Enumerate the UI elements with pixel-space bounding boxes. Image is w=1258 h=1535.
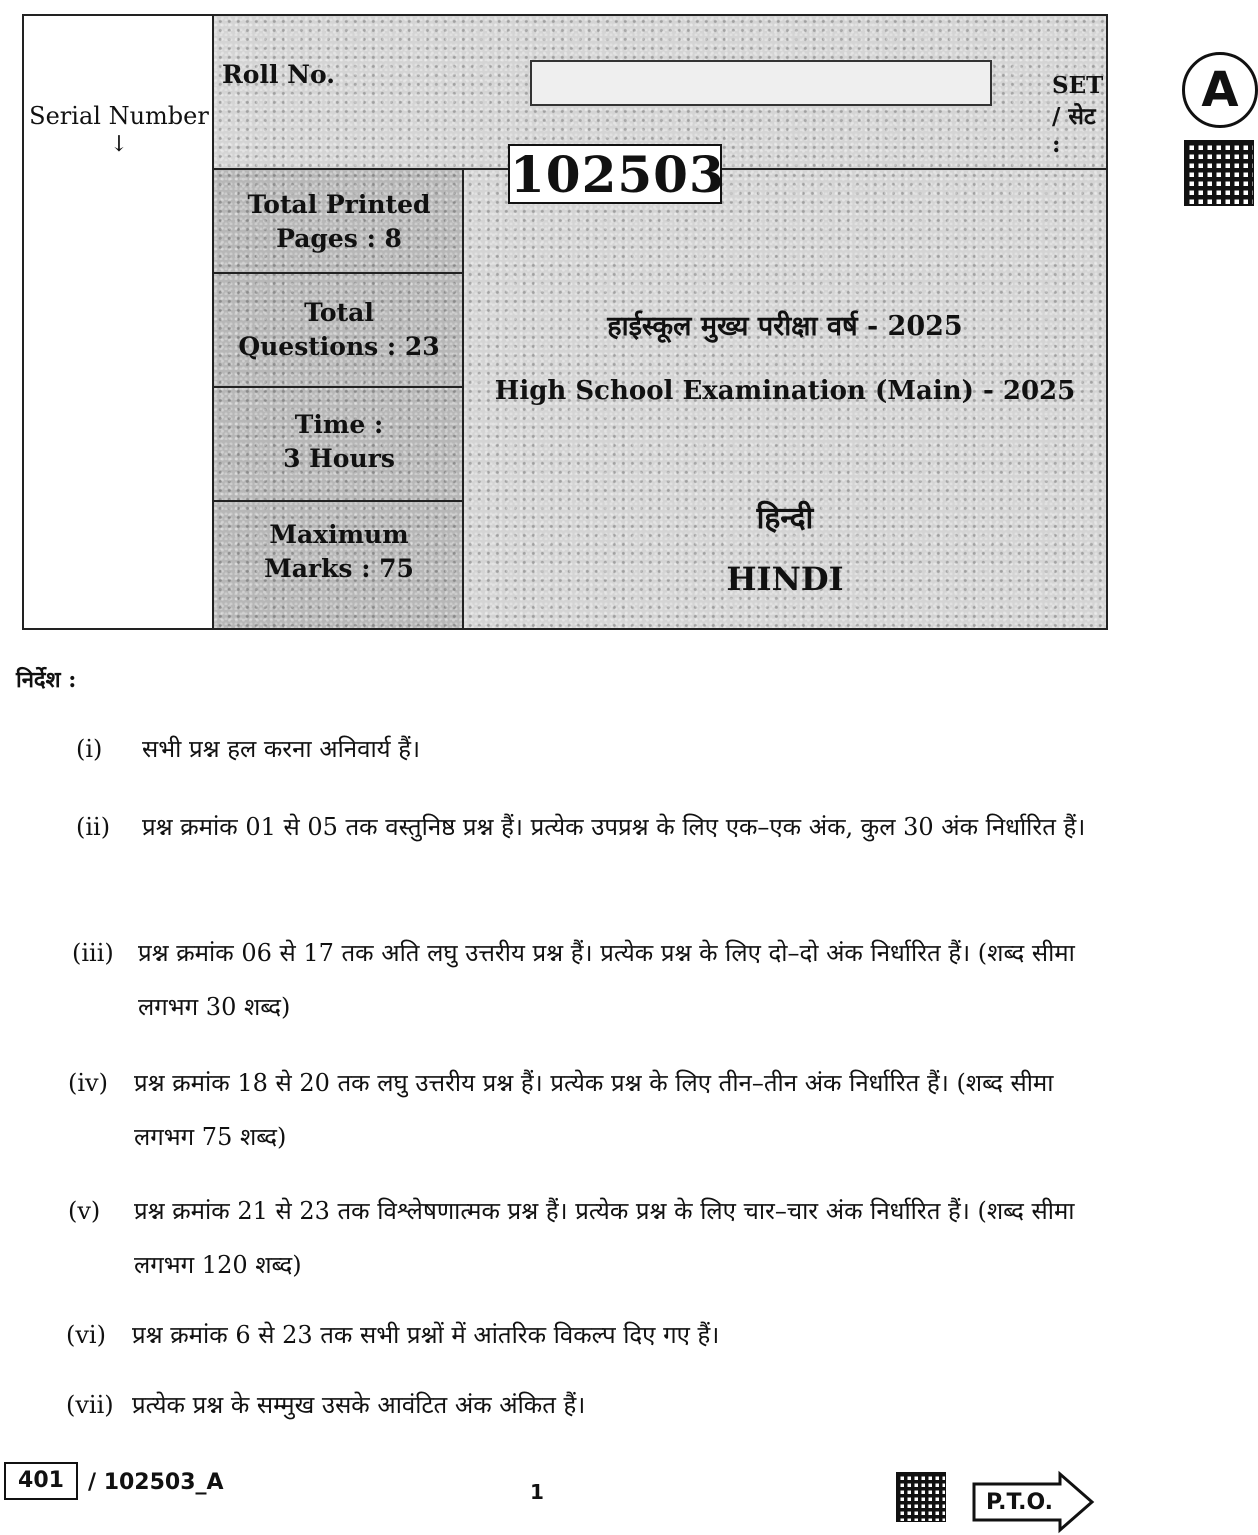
serial-number-cell (24, 16, 214, 628)
instruction-number: (v) (68, 1197, 101, 1225)
instruction-text: प्रश्न क्रमांक 06 से 17 तक अति लघु उत्तरीय प्रश्न हैं। प्रत्येक प्रश्न के लिए दो–दो अंक निर्धारित हैं। (शब्द सीमा लगभग 30 शब्द) (138, 939, 1075, 1021)
set-badge: A (1182, 52, 1258, 128)
instruction-text: प्रत्येक प्रश्न के सम्मुख उसके आवंटित अंक अंकित हैं। (132, 1391, 586, 1419)
paper-info-column (214, 170, 464, 628)
cover-box (22, 14, 1239, 630)
qr-code-icon (896, 1472, 946, 1522)
instruction-number: (i) (76, 735, 103, 763)
subject-english: HINDI (726, 560, 844, 598)
info-time (214, 388, 464, 502)
info-time-line1: Time : (294, 410, 384, 439)
instruction-number: (vii) (66, 1391, 114, 1419)
qr-code-icon (1184, 140, 1254, 206)
paper-reference: / 102503_A (88, 1470, 224, 1495)
info-total-questions (214, 274, 464, 388)
exam-title-english: High School Examination (Main) - 2025 (494, 376, 1076, 406)
info-max-marks-line1: Maximum (269, 520, 409, 549)
down-arrow-icon: ↓ (109, 132, 129, 157)
instruction-text: प्रश्न क्रमांक 6 से 23 तक सभी प्रश्नों में आंतरिक विकल्प दिए गए हैं। (132, 1321, 720, 1349)
set-label: SET / सेट : (1052, 72, 1104, 158)
info-time-line2: 3 Hours (283, 444, 395, 473)
instruction-number: (iv) (68, 1069, 108, 1097)
instruction-text: प्रश्न क्रमांक 21 से 23 तक विश्लेषणात्मक प्रश्न हैं। प्रत्येक प्रश्न के लिए चार–चार अंक निर्धारित हैं। (शब्द सीमा लगभग 120 शब्द) (134, 1197, 1075, 1279)
info-max-marks (214, 502, 464, 628)
pto-label: P.T.O. (986, 1490, 1054, 1515)
instruction-number: (iii) (72, 939, 114, 967)
serial-number-label: Serial Number (29, 102, 209, 130)
info-total-pages-line1: Total Printed (247, 190, 431, 219)
info-total-questions-line2: Questions : 23 (238, 332, 440, 361)
paper-code-box: 102503 (510, 145, 725, 204)
instruction-text: प्रश्न क्रमांक 18 से 20 तक लघु उत्तरीय प्रश्न हैं। प्रत्येक प्रश्न के लिए तीन–तीन अंक निर्धारित हैं। (शब्द सीमा लगभग 75 शब्द) (134, 1069, 1054, 1151)
roll-number-field[interactable] (530, 60, 992, 106)
instruction-text: प्रश्न क्रमांक 01 से 05 तक वस्तुनिष्ठ प्रश्न हैं। प्रत्येक उपप्रश्न के लिए एक–एक अंक, कुल 30 अंक निर्धारित हैं। (142, 813, 1086, 841)
instructions-title: निर्देश : (16, 667, 77, 693)
instruction-text: सभी प्रश्न हल करना अनिवार्य हैं। (142, 735, 421, 763)
instruction-number: (ii) (76, 813, 111, 841)
exam-title-area (464, 170, 1106, 628)
info-max-marks-line2: Marks : 75 (264, 554, 414, 583)
exam-title-hindi: हाईस्कूल मुख्य परीक्षा वर्ष - 2025 (607, 311, 963, 342)
info-total-questions-line1: Total (304, 298, 374, 327)
subject-hindi: हिन्दी (756, 501, 814, 536)
roll-number-label: Roll No. (222, 60, 335, 89)
info-total-pages-line2: Pages : 8 (276, 224, 402, 253)
instruction-number: (vi) (66, 1321, 106, 1349)
page-number: 1 (530, 1480, 544, 1504)
info-total-pages (214, 170, 464, 274)
page-code-box: 401 (4, 1462, 78, 1500)
